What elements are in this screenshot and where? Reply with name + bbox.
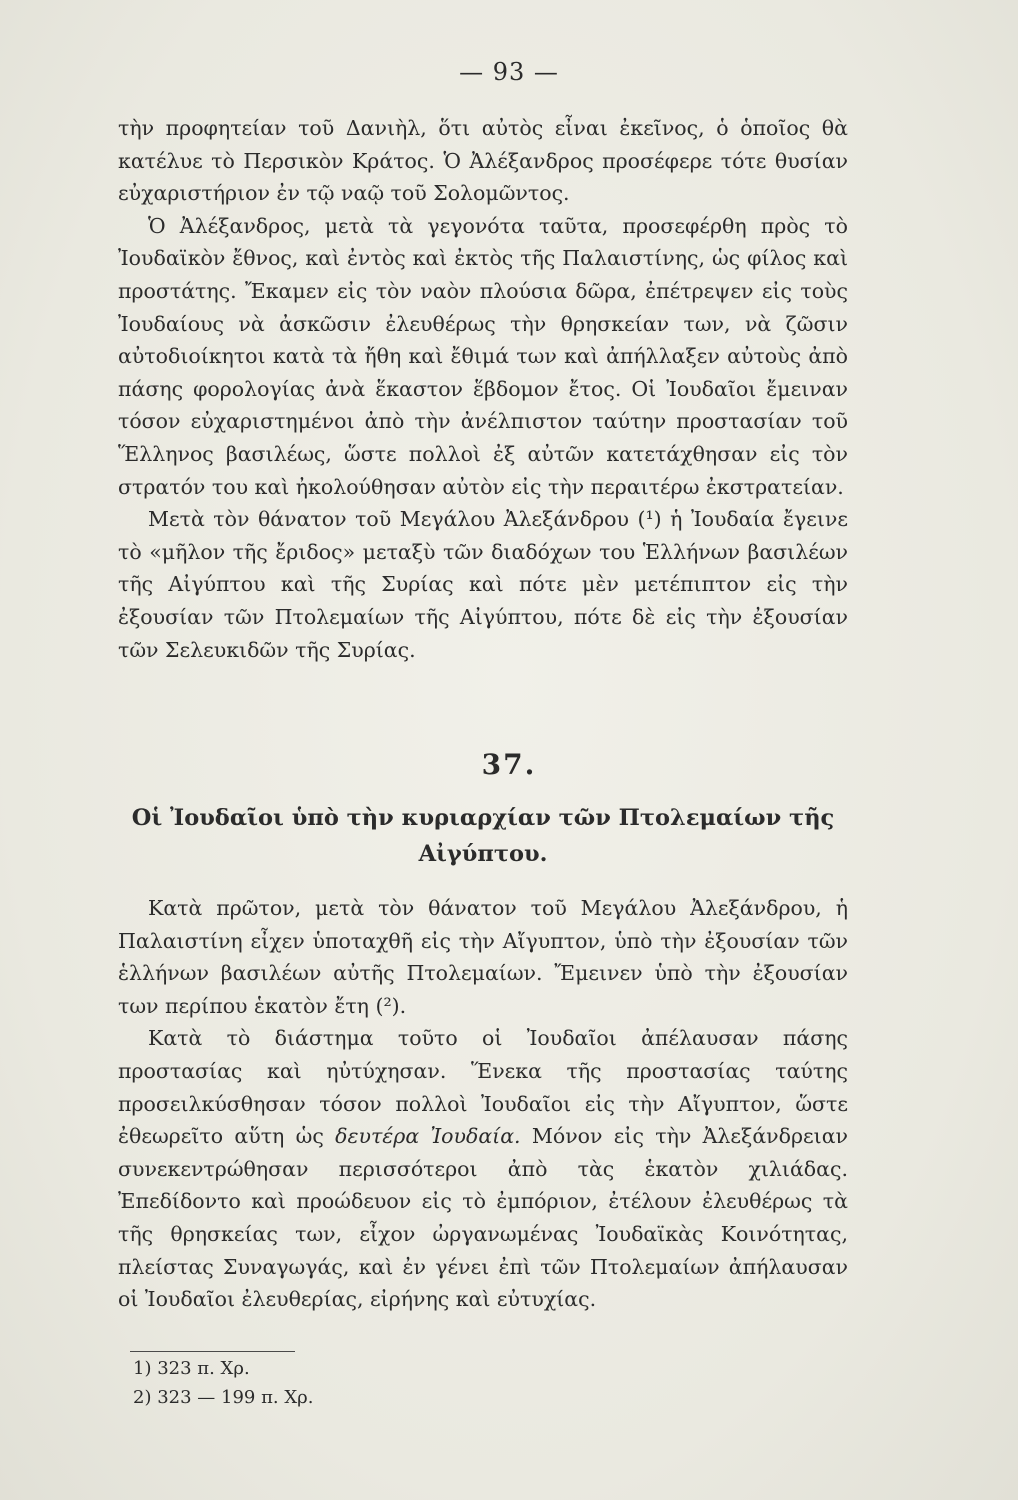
paragraph: Ὁ Ἀλέξανδρος, μετὰ τὰ γεγονότα ταῦτα, προσεφέρθη πρὸς τὸ Ἰουδαϊκὸν ἔθνος, καὶ ἐντὸς καὶ ἐκτὸς τῆς Παλαιστίνης, ὡς φίλος καὶ προστάτης. Ἔκαμεν εἰς τὸν ναὸν πλούσια δῶρα, ἐπέτρεψεν εἰς τοὺς Ἰουδαίους νὰ ἀσκῶσιν ἐλευθέρως τὴν θρησκείαν των, νὰ ζῶσιν αὐτοδιοίκητοι κατὰ τὰ ἤθη καὶ ἔθιμά των καὶ ἀπήλλαξεν αὐτοὺς ἀπὸ πάσης φορολογίας ἀνὰ ἕκαστον ἕβδομον ἔτος. Οἱ Ἰουδαῖοι ἔμειναν τόσον εὐχαριστημένοι ἀπὸ τὴν ἀνέλπιστον ταύτην προστασίαν τοῦ Ἕλληνος βασιλέως, ὥστε πολλοὶ ἐξ αὐτῶν κατετάχθησαν εἰς τὸν στρατόν του καὶ ἠκολούθησαν αὐτὸν εἰς τὴν περαιτέρω ἐκστρατείαν. xyxy=(118,213,848,499)
footnote: 1) 323 π. Χρ. xyxy=(133,1358,250,1379)
paragraph: Μετὰ τὸν θάνατον τοῦ Μεγάλου Ἀλεξάνδρου (¹) ἡ Ἰουδαία ἔγεινε τὸ «μῆλον τῆς ἔριδος» μεταξὺ τῶν διαδόχων του Ἑλλήνων βασιλέων τῆς Αἰγύπτου καὶ τῆς Συρίας καὶ πότε μὲν μετέπιπτον εἰς τὴν ἐξουσίαν τῶν Πτολεμαίων τῆς Αἰγύπτου, πότε δὲ εἰς τὴν ἐξουσίαν τῶν Σελευκιδῶν τῆς Συρίας. xyxy=(118,507,848,662)
section-number: 37. xyxy=(481,748,537,781)
body-text-top xyxy=(118,112,848,666)
footnote: 2) 323 — 199 π. Χρ. xyxy=(133,1387,314,1408)
paragraph: Κατὰ πρῶτον, μετὰ τὸν θάνατον τοῦ Μεγάλου Ἀλεξάνδρου, ἡ Παλαιστίνη εἶχεν ὑποταχθῆ εἰς τὴν Αἴγυπτον, ὑπὸ τὴν ἐξουσίαν τῶν ἑλλήνων βασιλέων αὐτῆς Πτολεμαίων. Ἔμεινεν ὑπὸ τὴν ἐξουσίαν των περίπου ἑκατὸν ἔτη (²). xyxy=(118,896,848,1018)
footnote-divider xyxy=(130,1351,295,1352)
paragraph-text: Κατὰ τὸ διάστημα τοῦτο οἱ Ἰουδαῖοι ἀπέλαυσαν πάσης προστασίας καὶ ηὐτύχησαν. Ἕνεκα τῆς προστασίας ταύτης προσειλκύσθησαν τόσον πολλοὶ Ἰουδαῖοι εἰς τὴν Αἴγυπτον, ὥστε ἐθεωρεῖτο αὕτη ὡς xyxy=(118,1026,848,1149)
body-text-bottom xyxy=(118,892,848,1316)
section-title: Οἱ Ἰουδαῖοι ὑπὸ τὴν κυριαρχίαν τῶν Πτολεμαίων τῆς Αἰγύπτου. xyxy=(131,805,835,867)
emphasized-text: δευτέρα Ἰουδαία. xyxy=(335,1124,521,1149)
footnotes xyxy=(133,1354,313,1412)
paragraph xyxy=(118,1022,848,1315)
page-number: — 93 — xyxy=(459,58,559,86)
paragraph-text: Μόνον εἰς τὴν Ἀλεξάνδρειαν συνεκεντρώθησαν περισσότεροι ἀπὸ τὰς ἑκατὸν χιλιάδας. Ἐπεδίδοντο καὶ προώδευον εἰς τὸ ἐμπόριον, ἐτέλουν ἐλευθέρως τὰ τῆς θρησκείας των, εἶχον ὠργανωμένας Ἰουδαϊκὰς Κοινότητας, πλείστας Συναγωγάς, καὶ ἐν γένει ἐπὶ τῶν Πτολεμαίων ἀπήλαυσαν οἱ Ἰουδαῖοι ἐλευθερίας, εἰρήνης καὶ εὐτυχίας. xyxy=(118,1124,848,1312)
paragraph: τὴν προφητείαν τοῦ Δανιὴλ, ὅτι αὐτὸς εἶναι ἐκεῖνος, ὁ ὁποῖος θὰ κατέλυε τὸ Περσικὸν Κράτος. Ὁ Ἀλέξανδρος προσέφερε τότε θυσίαν εὐχαριστήριον ἐν τῷ ναῷ τοῦ Σολομῶντος. xyxy=(118,116,848,206)
